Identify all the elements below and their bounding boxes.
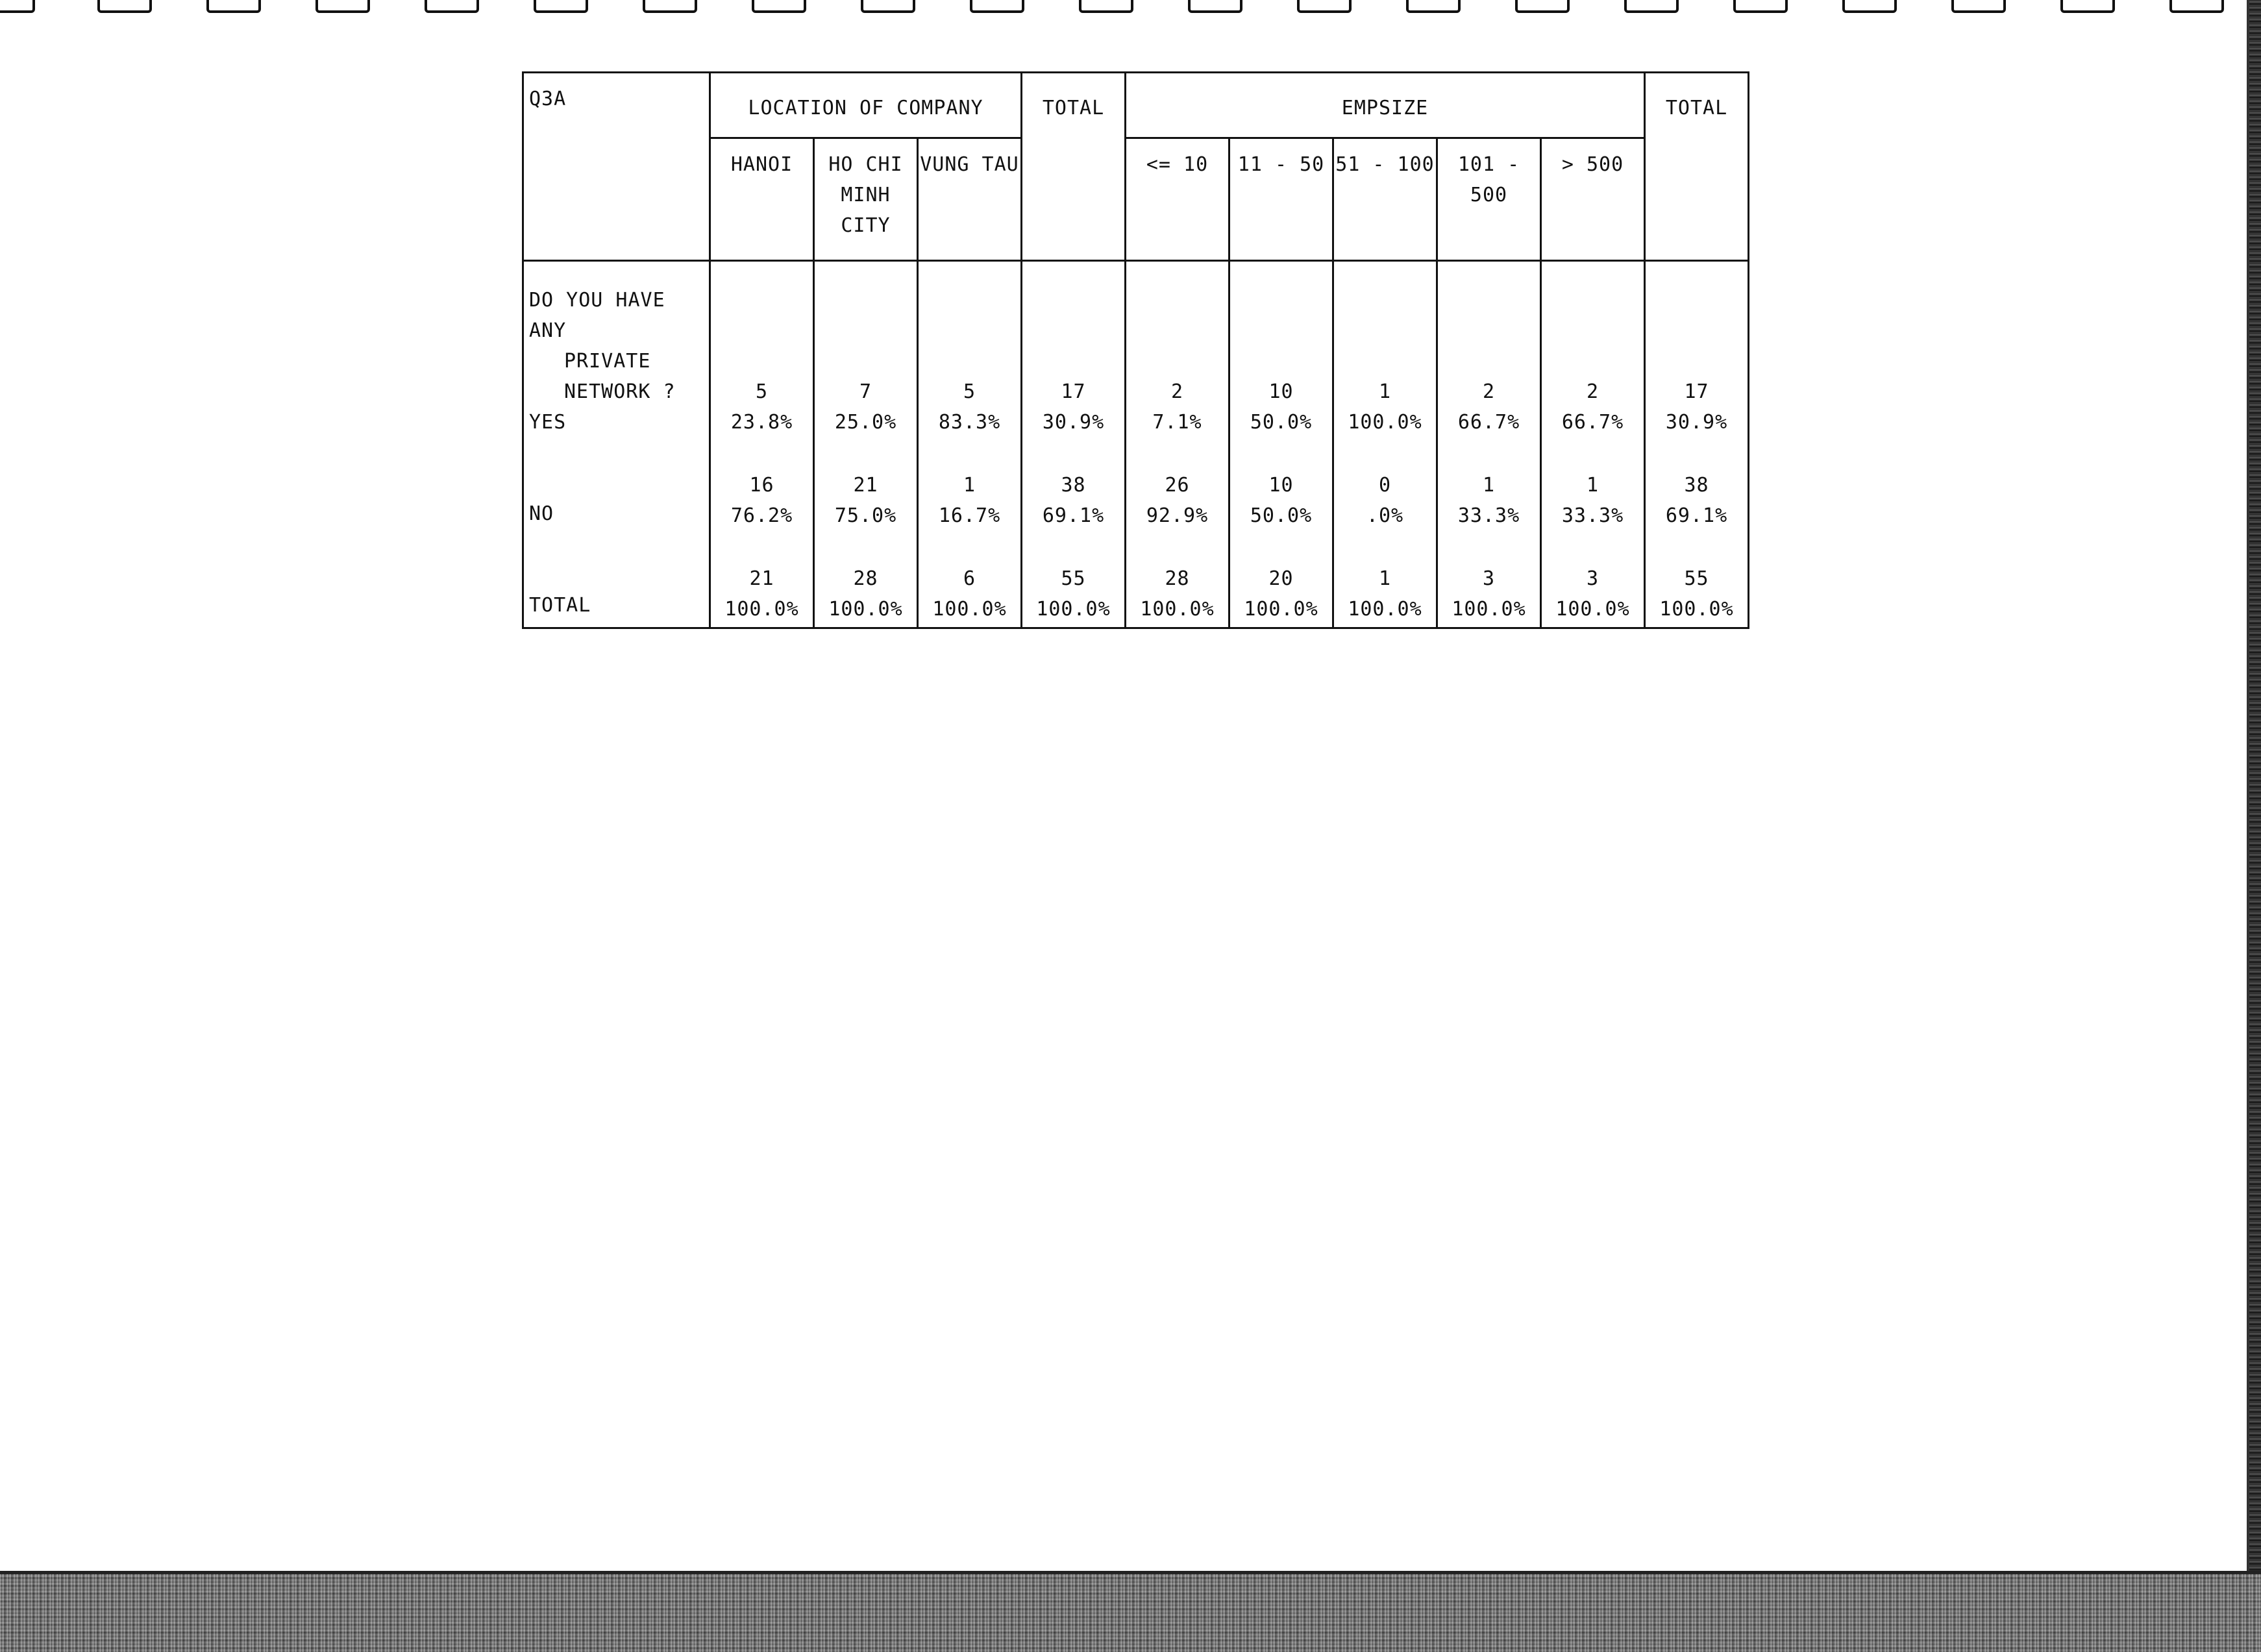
- header-101-500: [1437, 138, 1541, 261]
- question-line2: PRIVATE: [564, 350, 651, 373]
- header-empsize: EMPSIZE: [1126, 73, 1645, 138]
- no-percent: 76.2%: [730, 504, 793, 527]
- total-percent: 100.0%: [1140, 598, 1215, 621]
- no-count: 1: [963, 474, 976, 497]
- total-percent: 100.0%: [1659, 598, 1734, 621]
- yes-count: 10: [1268, 380, 1294, 403]
- no-percent: 50.0%: [1250, 504, 1313, 527]
- header-total-location: TOTAL: [1022, 73, 1126, 261]
- binder-hole: [534, 0, 588, 13]
- yes-count: 2: [1482, 380, 1496, 403]
- header-location-of-company: LOCATION OF COMPANY: [710, 73, 1022, 138]
- yes-percent: 100.0%: [1348, 411, 1422, 434]
- yes-count: 2: [1586, 380, 1600, 403]
- scan-right-edge: [2249, 0, 2261, 1652]
- yes-percent: 50.0%: [1250, 411, 1313, 434]
- question-line1: DO YOU HAVE ANY: [529, 289, 665, 342]
- total-count: 3: [1482, 567, 1496, 590]
- header-row-groups: [523, 73, 1749, 138]
- crosstab-table: [522, 71, 1749, 629]
- total-count: 20: [1268, 567, 1294, 590]
- header-le-10: [1126, 138, 1229, 261]
- binder-hole: [425, 0, 479, 13]
- binder-hole: [315, 0, 370, 13]
- row-label-yes: YES: [529, 411, 567, 434]
- binder-hole: [1624, 0, 1679, 13]
- yes-percent: 30.9%: [1042, 411, 1105, 434]
- no-percent: 33.3%: [1457, 504, 1520, 527]
- header-vung-tau-label: VUNG TAU: [920, 153, 1019, 176]
- no-count: 1: [1482, 474, 1496, 497]
- binder-hole: [1188, 0, 1242, 13]
- header-le-10-label: <= 10: [1146, 153, 1209, 176]
- binder-hole: [1406, 0, 1461, 13]
- yes-count: 7: [859, 380, 872, 403]
- total-count: 1: [1378, 567, 1392, 590]
- binder-hole: [0, 0, 35, 13]
- no-count: 1: [1586, 474, 1600, 497]
- total-percent: 100.0%: [1348, 598, 1422, 621]
- total-percent: 100.0%: [1555, 598, 1630, 621]
- no-count: 10: [1268, 474, 1294, 497]
- binder-hole: [752, 0, 806, 13]
- header-vung-tau: [918, 138, 1022, 261]
- binder-holes: [0, 0, 2261, 19]
- no-percent: 75.0%: [834, 504, 897, 527]
- no-count: 26: [1165, 474, 1190, 497]
- yes-count: 5: [755, 380, 769, 403]
- binder-hole: [1079, 0, 1133, 13]
- header-51-100-label: 51 - 100: [1335, 153, 1435, 176]
- header-51-100: [1333, 138, 1437, 261]
- column-11-50: [1229, 261, 1333, 628]
- binder-hole: [97, 0, 152, 13]
- body-row: [523, 261, 1749, 628]
- binder-hole: [643, 0, 697, 13]
- total-percent: 100.0%: [828, 598, 903, 621]
- yes-percent: 66.7%: [1457, 411, 1520, 434]
- yes-percent: 30.9%: [1665, 411, 1728, 434]
- column-51-100: [1333, 261, 1437, 628]
- no-percent: 92.9%: [1146, 504, 1209, 527]
- yes-percent: 66.7%: [1561, 411, 1624, 434]
- binder-hole: [206, 0, 261, 13]
- question-line3: NETWORK ?: [564, 380, 676, 403]
- column-gt-500: [1541, 261, 1645, 628]
- header-hanoi-label: HANOI: [730, 153, 793, 176]
- no-count: 21: [853, 474, 878, 497]
- total-percent: 100.0%: [1244, 598, 1318, 621]
- binder-hole: [861, 0, 915, 13]
- header-gt-500: [1541, 138, 1645, 261]
- total-count: 28: [1165, 567, 1190, 590]
- header-total-empsize: TOTAL: [1645, 73, 1749, 261]
- column-ho-chi-minh-city: [814, 261, 918, 628]
- total-count: 28: [853, 567, 878, 590]
- header-hanoi: [710, 138, 814, 261]
- scan-background-strip: [0, 1574, 2261, 1652]
- column-total-empsize: [1645, 261, 1749, 628]
- header-hcmc-line2: MINH: [841, 184, 891, 206]
- total-percent: 100.0%: [932, 598, 1007, 621]
- no-count: 16: [749, 474, 774, 497]
- header-hcmc-line3: CITY: [841, 214, 891, 237]
- no-percent: 16.7%: [938, 504, 1001, 527]
- binder-hole: [1842, 0, 1897, 13]
- binder-hole: [2169, 0, 2224, 13]
- yes-count: 1: [1378, 380, 1392, 403]
- binder-hole: [1515, 0, 1570, 13]
- no-count: 0: [1378, 474, 1392, 497]
- binder-hole: [970, 0, 1024, 13]
- yes-percent: 25.0%: [834, 411, 897, 434]
- no-count: 38: [1061, 474, 1086, 497]
- total-count: 55: [1684, 567, 1709, 590]
- column-le-10: [1126, 261, 1229, 628]
- header-101-500-line2: 500: [1470, 184, 1508, 206]
- total-count: 3: [1586, 567, 1600, 590]
- yes-count: 2: [1170, 380, 1184, 403]
- column-hanoi: [710, 261, 814, 628]
- no-percent: .0%: [1366, 504, 1404, 527]
- total-count: 55: [1061, 567, 1086, 590]
- no-percent: 69.1%: [1665, 504, 1728, 527]
- total-count: 21: [749, 567, 774, 590]
- total-percent: 100.0%: [724, 598, 799, 621]
- total-percent: 100.0%: [1452, 598, 1526, 621]
- binder-hole: [1951, 0, 2006, 13]
- row-label-total: TOTAL: [529, 594, 591, 617]
- yes-percent: 23.8%: [730, 411, 793, 434]
- corner-label: Q3A: [523, 73, 710, 261]
- no-count: 38: [1684, 474, 1709, 497]
- header-gt-500-label: > 500: [1561, 153, 1624, 176]
- no-percent: 33.3%: [1561, 504, 1624, 527]
- column-total-location: [1022, 261, 1126, 628]
- header-hcmc-line1: HO CHI: [828, 153, 903, 176]
- header-11-50-label: 11 - 50: [1237, 153, 1325, 176]
- binder-hole: [1297, 0, 1352, 13]
- yes-percent: 7.1%: [1152, 411, 1202, 434]
- column-101-500: [1437, 261, 1541, 628]
- total-percent: 100.0%: [1036, 598, 1111, 621]
- yes-count: 17: [1061, 380, 1086, 403]
- binder-hole: [1733, 0, 1788, 13]
- no-percent: 69.1%: [1042, 504, 1105, 527]
- row-label-no: NO: [529, 502, 554, 525]
- row-labels-cell: [523, 261, 710, 628]
- yes-percent: 83.3%: [938, 411, 1001, 434]
- column-vung-tau: [918, 261, 1022, 628]
- total-count: 6: [963, 567, 976, 590]
- header-11-50: [1229, 138, 1333, 261]
- yes-count: 5: [963, 380, 976, 403]
- binder-hole: [2060, 0, 2115, 13]
- header-101-500-line1: 101 -: [1457, 153, 1520, 176]
- header-ho-chi-minh-city: [814, 138, 918, 261]
- yes-count: 17: [1684, 380, 1709, 403]
